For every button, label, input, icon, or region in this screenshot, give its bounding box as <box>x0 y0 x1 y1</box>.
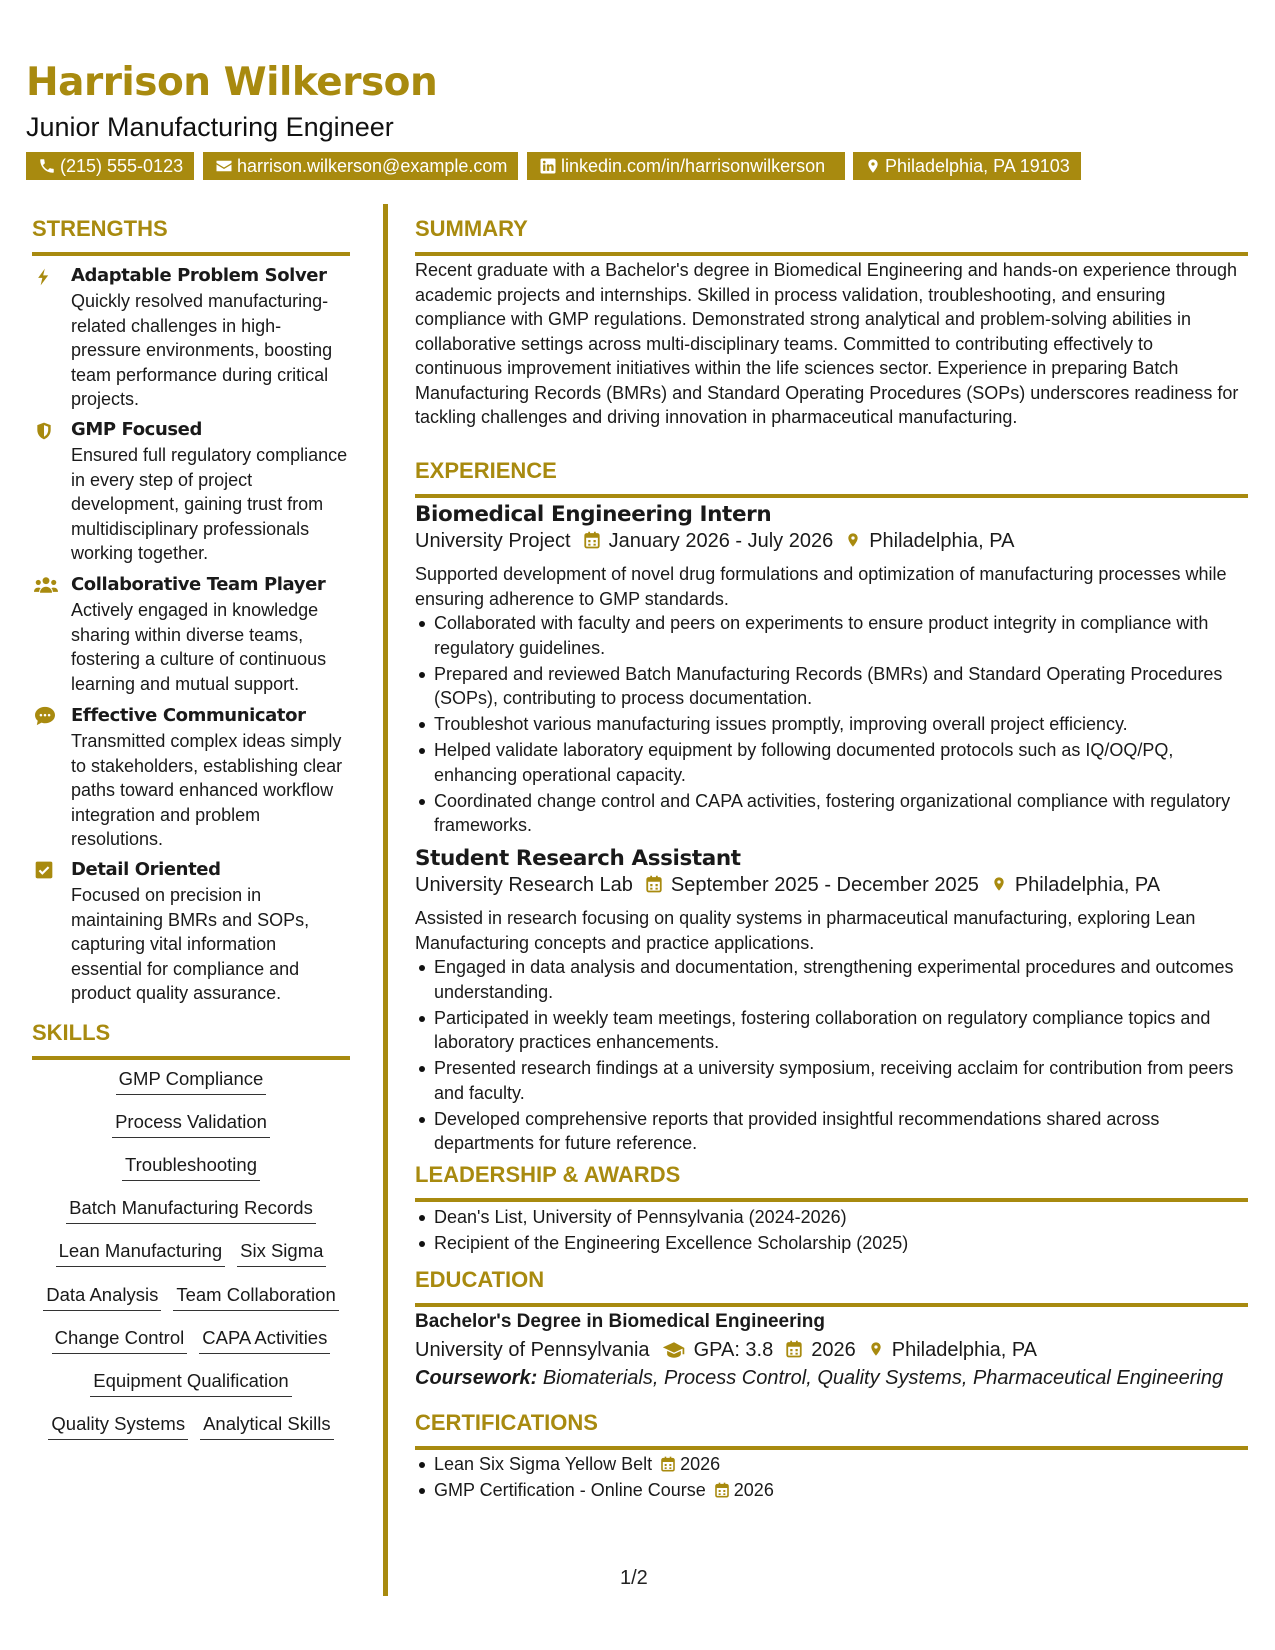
skills-row <box>32 1110 350 1138</box>
strength-description: Focused on precision in maintaining BMRs and SOPs, capturing vital information essential for compliance and product quality assurance. <box>71 885 310 1003</box>
candidate-name: Harrison Wilkerson <box>26 60 438 105</box>
skill-tag: Change Control <box>52 1326 188 1354</box>
location-pin-icon <box>991 874 1007 902</box>
job-location: Philadelphia, PA <box>1014 874 1161 896</box>
job-dates: September 2025 - December 2025 <box>670 874 979 896</box>
summary-text: Recent graduate with a Bachelor's degree in Biomedical Engineering and hands-on experience through academic projects and internships. Skilled in process validation, troubleshooting, and ensuring compliance with GMP regulations. Demonstrated strong analytical and problem-solving abilities in collaborative settings across multi-disciplinary teams. Committed to contributing effectively to continuous improvement initiatives within the life sciences sector. Experience in preparing Batch Manufacturing Records (BMRs) and Standard Operating Procedures (SOPs) underscores readiness for tackling challenges and driving innovation in pharmaceutical manufacturing. <box>415 260 1239 427</box>
job-meta <box>415 527 1015 558</box>
job-bullets <box>415 611 1255 839</box>
checkbox-icon <box>34 860 56 882</box>
phone-icon <box>38 155 56 180</box>
skill-tag: Data Analysis <box>43 1283 161 1311</box>
education-location: Philadelphia, PA <box>891 1339 1038 1361</box>
coursework-label: Coursework: <box>415 1367 538 1389</box>
job-description: Assisted in research focusing on quality systems in pharmaceutical manufacturing, exploring Lean Manufacturing concepts and practice applications. <box>415 908 1196 953</box>
skill-tag: Six Sigma <box>237 1239 326 1267</box>
location-pin-icon <box>868 1339 884 1367</box>
comment-icon <box>34 706 56 728</box>
education-degree: Bachelor's Degree in Biomedical Engineering <box>415 1311 825 1332</box>
skill-tag: Troubleshooting <box>122 1153 260 1181</box>
job-organization: University Research Lab <box>415 874 633 896</box>
contact-linkedin-text: linkedin.com/in/harrisonwilkerson <box>561 156 826 176</box>
skills-row <box>32 1067 350 1095</box>
list-item: Coordinated change control and CAPA activities, fostering organizational compliance with regulatory frameworks. <box>415 789 1255 838</box>
certification-year: 2026 <box>680 1454 721 1474</box>
contact-linkedin[interactable] <box>527 152 845 180</box>
skills-heading: SKILLS <box>32 1020 350 1060</box>
location-pin-icon <box>845 530 861 558</box>
skill-tag: Batch Manufacturing Records <box>66 1196 316 1224</box>
strength-title: Collaborative Team Player <box>71 574 326 595</box>
candidate-title: Junior Manufacturing Engineer <box>26 112 394 142</box>
calendar-icon <box>645 874 663 902</box>
summary-heading: SUMMARY <box>415 216 1248 256</box>
skills-row <box>32 1283 350 1311</box>
skills-row <box>32 1326 350 1354</box>
education-coursework <box>415 1367 1223 1390</box>
calendar-icon <box>660 1454 680 1474</box>
education-gpa: GPA: 3.8 <box>693 1339 774 1361</box>
list-item: Collaborated with faculty and peers on experiments to ensure product integrity in compliance with regulatory guidelines. <box>415 611 1255 660</box>
location-pin-icon <box>865 155 881 180</box>
envelope-icon <box>215 155 233 180</box>
skills-row <box>32 1153 350 1181</box>
skill-tag: Analytical Skills <box>200 1412 334 1440</box>
calendar-icon <box>583 530 601 558</box>
list-item: Developed comprehensive reports that provided insightful recommendations shared across departments for future reference. <box>415 1107 1255 1156</box>
strength-description: Quickly resolved manufacturing-related challenges in high-pressure environments, boosting team performance during critical projects. <box>71 291 333 409</box>
leadership-heading: LEADERSHIP & AWARDS <box>415 1162 1248 1202</box>
job-title: Biomedical Engineering Intern <box>415 502 772 527</box>
education-school: University of Pennsylvania <box>415 1339 650 1361</box>
certification-name: Lean Six Sigma Yellow Belt <box>434 1454 653 1474</box>
certification-year: 2026 <box>733 1480 774 1500</box>
job-organization: University Project <box>415 530 571 552</box>
skill-tag: Quality Systems <box>48 1412 188 1440</box>
calendar-icon <box>785 1339 803 1367</box>
strength-title: Detail Oriented <box>71 859 221 880</box>
skill-tag: Team Collaboration <box>173 1283 338 1311</box>
column-divider <box>383 204 388 1596</box>
education-heading: EDUCATION <box>415 1267 1248 1307</box>
strength-title: GMP Focused <box>71 419 202 440</box>
list-item <box>415 1478 1255 1503</box>
job-dates: January 2026 - July 2026 <box>608 530 834 552</box>
education-year: 2026 <box>811 1339 856 1361</box>
coursework-list: Biomaterials, Process Control, Quality Systems, Pharmaceutical Engineering <box>542 1367 1224 1389</box>
graduation-cap-icon <box>662 1339 686 1367</box>
contact-location[interactable] <box>853 152 1081 180</box>
list-item: Recipient of the Engineering Excellence Scholarship (2025) <box>415 1231 1255 1256</box>
contact-email[interactable] <box>203 152 518 180</box>
job-bullets <box>415 955 1255 1157</box>
job-meta <box>415 871 1160 902</box>
contact-phone-text: (215) 555-0123 <box>60 156 184 176</box>
skills-row <box>32 1196 350 1224</box>
experience-heading: EXPERIENCE <box>415 458 1248 498</box>
job-description: Supported development of novel drug formulations and optimization of manufacturing processes while ensuring adherence to GMP standards. <box>415 564 1227 609</box>
skills-row <box>32 1369 350 1397</box>
certifications-list <box>415 1452 1255 1504</box>
list-item <box>415 1452 1255 1477</box>
list-item: Participated in weekly team meetings, fostering collaboration on regulatory compliance topics and laboratory practices enhancements. <box>415 1006 1255 1055</box>
skills-row <box>32 1412 350 1440</box>
certification-name: GMP Certification - Online Course <box>434 1480 706 1500</box>
lightning-icon <box>34 266 56 288</box>
skill-tag: CAPA Activities <box>199 1326 330 1354</box>
strength-description: Actively engaged in knowledge sharing within diverse teams, fostering a culture of continuous learning and mutual support. <box>71 600 327 694</box>
job-location: Philadelphia, PA <box>869 530 1015 552</box>
list-item: Engaged in data analysis and documentation, strengthening experimental procedures and outcomes understanding. <box>415 955 1255 1004</box>
contact-email-text: harrison.wilkerson@example.com <box>237 156 508 176</box>
education-meta <box>415 1336 1037 1367</box>
list-item: Troubleshot various manufacturing issues promptly, improving overall project efficiency. <box>415 712 1255 737</box>
users-icon <box>34 575 56 597</box>
strength-title: Adaptable Problem Solver <box>71 265 327 286</box>
skill-tag: Equipment Qualification <box>90 1369 291 1397</box>
job-title: Student Research Assistant <box>415 846 741 871</box>
skills-row <box>32 1239 350 1267</box>
skill-tag: GMP Compliance <box>116 1067 267 1095</box>
contact-location-text: Philadelphia, PA 19103 <box>885 156 1070 176</box>
contact-phone[interactable] <box>26 152 194 180</box>
strength-description: Transmitted complex ideas simply to stakeholders, establishing clear paths toward enhanced workflow integration and problem resolutions. <box>71 731 343 849</box>
skill-tag: Lean Manufacturing <box>56 1239 226 1267</box>
list-item: Helped validate laboratory equipment by following documented protocols such as IQ/OQ/PQ, enhancing operational capacity. <box>415 738 1255 787</box>
leadership-list <box>415 1205 1255 1257</box>
calendar-icon <box>714 1480 734 1500</box>
skill-tag: Process Validation <box>112 1110 270 1138</box>
list-item: Dean's List, University of Pennsylvania (2024-2026) <box>415 1205 1255 1230</box>
certifications-heading: CERTIFICATIONS <box>415 1410 1248 1450</box>
linkedin-icon <box>539 155 557 180</box>
shield-icon <box>34 420 56 442</box>
list-item: Presented research findings at a university symposium, receiving acclaim for contribution from peers and faculty. <box>415 1056 1255 1105</box>
strength-title: Effective Communicator <box>71 705 306 726</box>
strength-description: Ensured full regulatory compliance in every step of project development, gaining trust from multidisciplinary professionals working together. <box>71 445 348 563</box>
strengths-heading: STRENGTHS <box>32 216 350 256</box>
list-item: Prepared and reviewed Batch Manufacturing Records (BMRs) and Standard Operating Procedures (SOPs), contributing to process documentation. <box>415 662 1255 711</box>
page-number: 1/2 <box>620 1567 648 1589</box>
